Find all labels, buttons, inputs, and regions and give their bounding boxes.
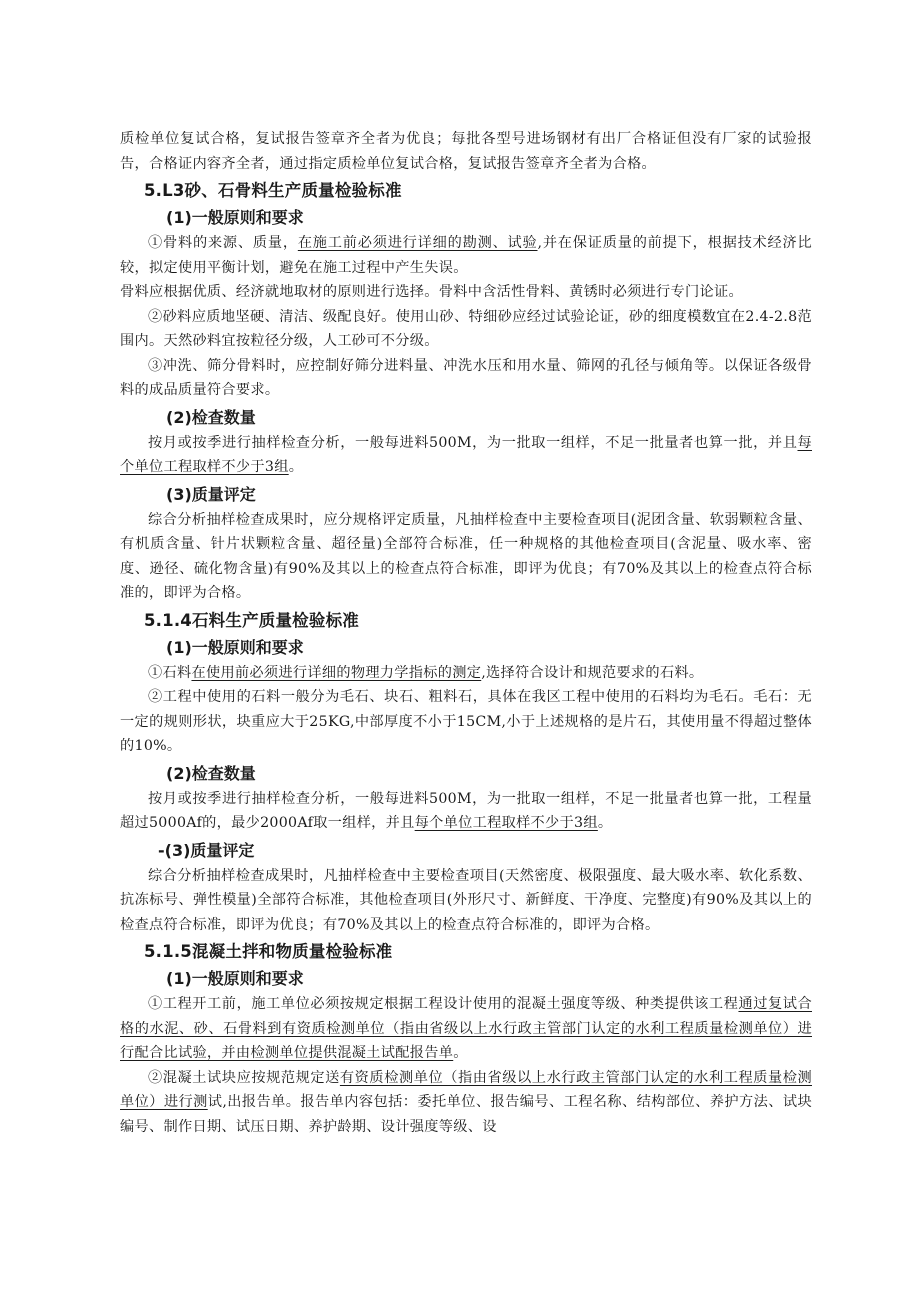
- s514-subheading-principles: (1)一般原则和要求: [166, 637, 304, 657]
- s513-paragraph-washing: ③冲洗、筛分骨料时，应控制好筛分进料量、冲洗水压和用水量、筛网的孔径与倾角等。以保证各级骨料的成品质量符合要求。: [120, 357, 812, 398]
- text-run: ②混凝土试块应按规范规定送: [148, 1069, 340, 1086]
- underlined-text: 每个单位工程取样不少于3组: [414, 815, 598, 831]
- s515-paragraph-test-blocks: [120, 1066, 812, 1140]
- underlined-text: 在施工前必须进行详细的勘测、试验: [297, 235, 538, 251]
- s514-paragraph-rubble: ②工程中使用的石料一般分为毛石、块石、粗料石，具体在我区工程中使用的石料均为毛石。毛石：无一定的规则形状，块重应大于25KG,中部厚度不小于15CM,小于上述规格的是片石，其使用量不得超过整体的10%。: [120, 689, 812, 754]
- s514-paragraph-evaluation: 综合分析抽样检查成果时，凡抽样检查中主要检查项目(天然密度、极限强度、最大吸水率、软化系数、抗冻标号、弹性模量)全部符合标准，其他检查项目(外形尺寸、新鲜度、干净度、完整度)有90%及其以上的检查点符合标准，即评为优良；有70%及其以上的检查点符合标准的，即评为合格。: [120, 867, 812, 933]
- s513-subheading-evaluation: (3)质量评定: [166, 484, 256, 504]
- s513-paragraph-evaluation: 综合分析抽样检查成果时，应分规格评定质量，凡抽样检查中主要检查项目(泥团含量、软弱颗粒含量、有机质含量、针片状颗粒含量、超径量)全部符合标准，任一种规格的其他检查项目(含泥量、吸水率、密度、逊径、硫化物含量)有90%及其以上的检查点符合标准，即评为优良；有70%及其以上的检查点符合标准的，即评为合格。: [120, 511, 812, 601]
- section-5-1-3-title: 5.L3砂、石骨料生产质量检验标准: [144, 181, 402, 200]
- text-run: ①工程开工前，施工单位必须按规定根据工程设计使用的混凝土强度等级、种类提供该工程: [148, 996, 739, 1012]
- s513-paragraph-sampling: [120, 431, 812, 480]
- underlined-text: 有资质检测单位（指由省级以上水行政主管部门认定的水利工程质量检测单位）进行测: [120, 1069, 812, 1110]
- s513-subheading-principles: (1)一般原则和要求: [166, 208, 304, 227]
- s514-subheading-quantity: (2)检查数量: [166, 763, 256, 783]
- s513-paragraph-selection: 骨料应根据优质、经济就地取材的原则进行选择。骨料中含活性骨料、黄锈时必须进行专门论证。: [120, 284, 743, 300]
- s513-paragraph-aggregate-source: [120, 231, 812, 280]
- text-run: 试,出报告单。报告单内容包括：委托单位、报告编号、工程名称、结构部位、养护方法、试块编号、制作日期、试压日期、养护龄期、设计强度等级、设: [120, 1094, 812, 1135]
- s513-paragraph-sand: ②砂料应质地坚硬、清洁、级配良好。使用山砂、特细砂应经过试验论证，砂的细度模数宜在2.4-2.8范围内。天然砂料宜按粒径分级，人工砂可不分级。: [120, 308, 812, 349]
- text-run: 。: [453, 1045, 468, 1061]
- text-run: ①骨料的来源、质量，: [148, 235, 298, 251]
- underlined-text: 在使用前必须进行详细的物理力学指标的测定: [191, 664, 482, 681]
- paragraph-intro: 质检单位复试合格，复试报告签章齐全者为优良；每批各型号进场钢材有出厂合格证但没有厂家的试验报告，合格证内容齐全者，通过指定质检单位复试合格，复试报告签章齐全者为合格。: [120, 131, 812, 172]
- underlined-text: 每个单位工程取样不少于3组: [120, 434, 812, 475]
- text-run: 按月或按季进行抽样检查分析，一般每进料500M，为一批取一组样，不足一批量者也算一批，工程量超过5000Af的，最少2000Af取一组样，并且: [120, 790, 812, 831]
- s514-paragraph-stone-testing: [120, 661, 812, 686]
- s515-subheading-principles: (1)一般原则和要求: [166, 969, 304, 988]
- text-run: ,选择符合设计和规范要求的石料。: [481, 664, 704, 681]
- text-run: 按月或按季进行抽样检查分析，一般每进料500M，为一批取一组样，不足一批量者也算一批，并且: [148, 434, 798, 451]
- section-5-1-4-title: 5.1.4石料生产质量检验标准: [144, 610, 359, 630]
- section-5-1-5-title: 5.1.5混凝土拌和物质量检验标准: [144, 942, 393, 961]
- text-run: 。: [597, 815, 613, 831]
- underlined-text: 通过复试合格的水泥、砂、石骨料到有资质检测单位（指由省级以上水行政主管部门认定的水利工程质量检测单位）进行配合比试验，并由检测单位提供混凝土试配报告单: [120, 996, 812, 1061]
- text-run: ,并在保证质量的前提下，根据技术经济比较，拟定使用平衡计划，避免在施工过程中产生失误。: [120, 235, 812, 276]
- s515-paragraph-mix-design: [120, 992, 812, 1066]
- text-run: ①石料: [148, 664, 192, 681]
- s513-subheading-quantity: (2)检查数量: [166, 407, 256, 427]
- s514-paragraph-sampling: [120, 787, 812, 836]
- text-run: 。: [288, 459, 304, 475]
- document-page: [120, 127, 812, 1139]
- s514-subheading-evaluation: -(3)质量评定: [158, 840, 255, 860]
